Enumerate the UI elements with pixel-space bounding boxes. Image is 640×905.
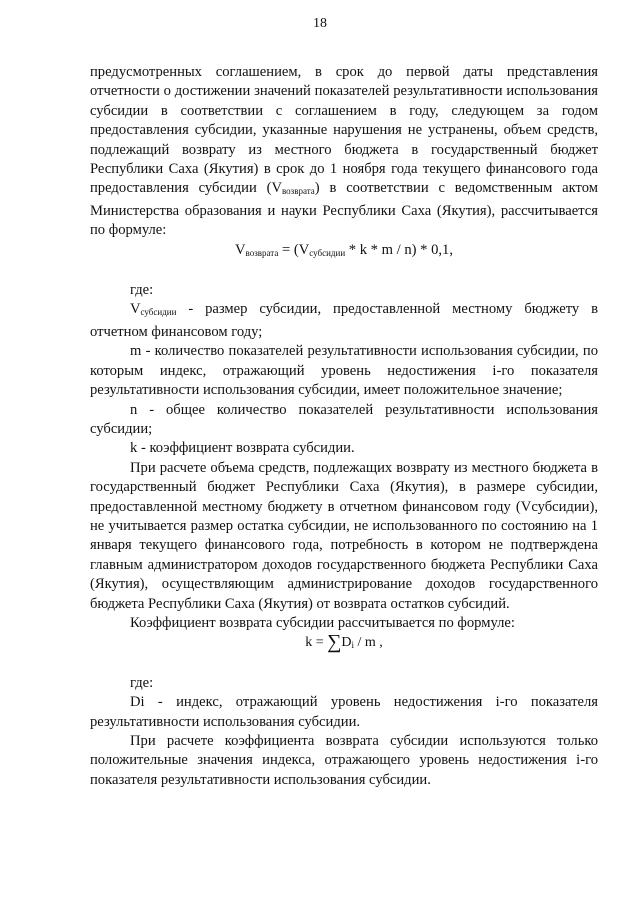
where-label: где: xyxy=(130,674,154,691)
document-body xyxy=(90,63,598,790)
definition-di: Di - индекс, отражающий уровень недостижения i-го показателя результативности использования субсидии. xyxy=(90,694,598,730)
formula-subscript: i xyxy=(351,640,355,651)
definition-subscript: субсидии xyxy=(140,307,177,318)
coefficient-formula xyxy=(90,633,598,655)
formula-text: * k * m / n) * 0,1, xyxy=(345,241,453,258)
definition-k: k - коэффициент возврата субсидии. xyxy=(130,440,355,457)
formula-text: = (V xyxy=(278,241,310,258)
paragraph-positive-values: При расчете коэффициента возврата субсидии используются только положительные значения индекса, отражающего уровень недостижения i-го показателя результативности использования субсидии. xyxy=(90,733,598,788)
formula-variable: D xyxy=(341,635,352,651)
definition-n: n - общее количество показателей результативности использования субсидии; xyxy=(90,401,598,437)
definition-variable: V xyxy=(130,301,141,318)
formula-subscript: возврата xyxy=(245,247,279,258)
return-volume-formula xyxy=(90,241,598,263)
where-label: где: xyxy=(130,282,154,299)
paragraph-text: предусмотренных соглашением, в срок до первой даты представления отчетности о достижении значений показателей результативности использования субсидии в соответствии с соглашением в году, следующем за годом предоставления субсидии, указанные нарушения не устранены, объем средств, подлежащий возврату из местного бюджета в государственный бюджет Республики Саха (Якутия) в срок до 1 ноября года текущего финансового года предоставления субсидии (V xyxy=(90,64,598,197)
formula-subscript: субсидии xyxy=(309,247,346,258)
formula-variable: V xyxy=(235,241,246,258)
paragraph-coefficient-intro: Коэффициент возврата субсидии рассчитывается по формуле: xyxy=(130,614,515,631)
sum-symbol: ∑ xyxy=(327,631,342,654)
paragraph-calculation-note: При расчете объема средств, подлежащих возврату из местного бюджета в государственный бюджет Республики Саха (Якутия), в размере субсидии, предоставленной местному бюджету в отчетном финансовом году (Vсубсидии), не учитывается размер остатка субсидии, не использованного по состоянию на 1 января текущего финансового года, потребность в котором не подтверждена главным администратором доходов государственного бюджета Республики Саха (Якутия), осуществляющим администрирование доходов государственного бюджета Республики Саха (Якутия) от возврата остатков субсидий. xyxy=(90,459,598,612)
paragraph-text: ) в соответствии с ведомственным актом Министерства образования и науки Республики Саха (Якутия), рассчитывается по формуле: xyxy=(90,180,598,239)
subscript: возврата xyxy=(281,186,315,197)
formula-text: k = xyxy=(305,635,328,651)
formula-text: / m , xyxy=(354,635,383,651)
definition-v-subsidy xyxy=(90,300,598,342)
paragraph-continuation xyxy=(90,63,598,241)
definition-text: - размер субсидии, предоставленной местному бюджету в отчетном финансовом году; xyxy=(90,301,598,340)
page-number: 18 xyxy=(313,16,327,31)
definition-m: m - количество показателей результативности использования субсидии, по которым индекс, отражающий уровень недостижения i-го показателя результативности использования субсидии, имеет положительное значение; xyxy=(90,343,598,399)
